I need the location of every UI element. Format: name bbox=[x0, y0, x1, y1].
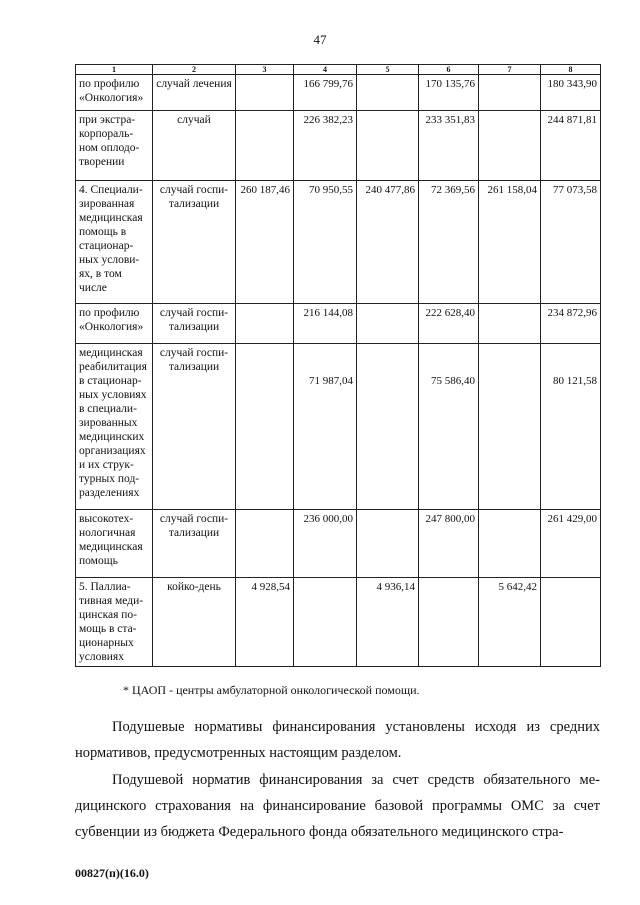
value-cell: 244 871,81 bbox=[541, 111, 601, 181]
footnote: * ЦАОП - центры амбулаторной онкологической помощи. bbox=[123, 683, 420, 697]
paragraph: Подушевой норматив финансирования за счет средств обязательного ме-дицинского страхования на финансирование базовой программы ОМС за счет субвенции из бюджета Федерального фонда обязательного медицинского стра- bbox=[75, 772, 600, 840]
value-cell: 71 987,04 bbox=[294, 344, 357, 510]
unit-cell: случай госпи-тализации bbox=[153, 510, 236, 578]
value-cell bbox=[357, 510, 419, 578]
table-row bbox=[76, 181, 601, 304]
value-cell: 216 144,08 bbox=[294, 304, 357, 344]
column-header: 4 bbox=[294, 65, 357, 75]
table-row bbox=[76, 578, 601, 667]
table-row bbox=[76, 344, 601, 510]
table-row bbox=[76, 111, 601, 181]
unit-cell: койко-день bbox=[153, 578, 236, 667]
paragraph: Подушевые нормативы финансирования установлены исходя из средних нормативов, предусмотренных настоящим разделом. bbox=[75, 719, 600, 761]
value-cell bbox=[357, 344, 419, 510]
value-cell bbox=[479, 510, 541, 578]
row-label: медицинская реабилитация в стационар-ных условиях в специали-зированных медицинских организациях и их струк-турных под-разделениях bbox=[76, 344, 153, 510]
value-cell: 234 872,96 bbox=[541, 304, 601, 344]
value-cell: 236 000,00 bbox=[294, 510, 357, 578]
value-cell: 222 628,40 bbox=[419, 304, 479, 344]
document-code: 00827(п)(16.0) bbox=[75, 866, 149, 880]
value-cell: 70 950,55 bbox=[294, 181, 357, 304]
value-cell: 75 586,40 bbox=[419, 344, 479, 510]
value-cell: 261 158,04 bbox=[479, 181, 541, 304]
value-cell: 77 073,58 bbox=[541, 181, 601, 304]
row-label: 4. Специали-зированная медицинская помощь в стационар-ных услови-ях, в том числе bbox=[76, 181, 153, 304]
value-cell bbox=[294, 578, 357, 667]
column-header: 3 bbox=[236, 65, 294, 75]
value-cell: 233 351,83 bbox=[419, 111, 479, 181]
column-header: 2 bbox=[153, 65, 236, 75]
unit-cell: случай госпи-тализации bbox=[153, 344, 236, 510]
column-header: 1 bbox=[76, 65, 153, 75]
value-cell: 4 928,54 bbox=[236, 578, 294, 667]
value-cell bbox=[479, 344, 541, 510]
table-header-row bbox=[76, 65, 601, 75]
value-cell bbox=[357, 111, 419, 181]
column-header: 8 bbox=[541, 65, 601, 75]
value-cell bbox=[541, 578, 601, 667]
value-cell bbox=[236, 344, 294, 510]
value-cell: 180 343,90 bbox=[541, 75, 601, 111]
row-label: 5. Паллиа-тивная меди-цинская по-мощь в ста-ционарных условиях bbox=[76, 578, 153, 667]
unit-cell: случай госпи-тализации bbox=[153, 181, 236, 304]
table-row bbox=[76, 75, 601, 111]
value-cell: 247 800,00 bbox=[419, 510, 479, 578]
unit-cell: случай лечения bbox=[153, 75, 236, 111]
column-header: 7 bbox=[479, 65, 541, 75]
row-label: при экстра-корпораль-ном оплодо-творении bbox=[76, 111, 153, 181]
value-cell bbox=[236, 75, 294, 111]
page-number: 47 bbox=[313, 32, 327, 47]
value-cell bbox=[357, 304, 419, 344]
table-row bbox=[76, 510, 601, 578]
row-label: высокотех-нологичная медицинская помощь bbox=[76, 510, 153, 578]
column-header: 6 bbox=[419, 65, 479, 75]
value-cell bbox=[419, 578, 479, 667]
column-header: 5 bbox=[357, 65, 419, 75]
value-cell: 5 642,42 bbox=[479, 578, 541, 667]
value-cell: 166 799,76 bbox=[294, 75, 357, 111]
value-cell: 261 429,00 bbox=[541, 510, 601, 578]
value-cell bbox=[479, 304, 541, 344]
value-cell bbox=[236, 111, 294, 181]
value-cell bbox=[479, 75, 541, 111]
value-cell: 80 121,58 bbox=[541, 344, 601, 510]
value-cell: 240 477,86 bbox=[357, 181, 419, 304]
value-cell bbox=[236, 510, 294, 578]
row-label: по профилю «Онкология» bbox=[76, 75, 153, 111]
value-cell: 226 382,23 bbox=[294, 111, 357, 181]
value-cell bbox=[479, 111, 541, 181]
value-cell bbox=[236, 304, 294, 344]
value-cell: 4 936,14 bbox=[357, 578, 419, 667]
row-label: по профилю «Онкология» bbox=[76, 304, 153, 344]
table-row bbox=[76, 304, 601, 344]
value-cell: 72 369,56 bbox=[419, 181, 479, 304]
value-cell: 260 187,46 bbox=[236, 181, 294, 304]
financing-table bbox=[75, 64, 601, 667]
value-cell bbox=[357, 75, 419, 111]
value-cell: 170 135,76 bbox=[419, 75, 479, 111]
unit-cell: случай bbox=[153, 111, 236, 181]
unit-cell: случай госпи-тализации bbox=[153, 304, 236, 344]
